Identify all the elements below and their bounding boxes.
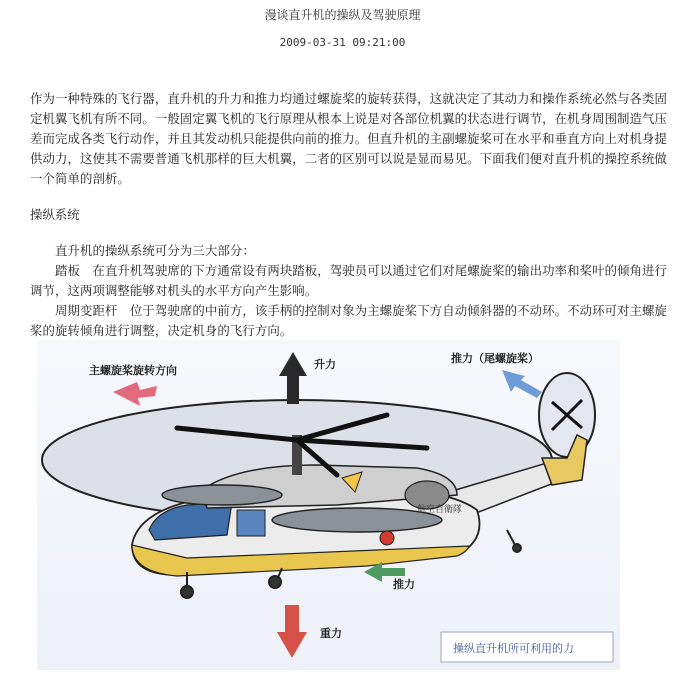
- helicopter-diagram: [37, 340, 620, 670]
- paragraph-3: 周期变距杆 位于驾驶席的中前方，该手柄的控制对象为主螺旋桨下方自动倾斜器的不动环。不动环可对主螺旋桨的旋转倾角进行调整，决定机身的飞行方向。: [30, 303, 668, 338]
- lift-label: 升力: [314, 358, 336, 371]
- section-title: 操纵系统: [30, 207, 80, 222]
- fuselage-text: 航空自衛隊: [417, 505, 463, 515]
- post-date: 2009-03-31 09:21:00: [279, 36, 406, 49]
- gravity-label: 重力: [320, 627, 342, 640]
- figure-caption: 操纵直升机所可利用的力: [453, 642, 574, 655]
- rotor-direction-label: 主螺旋桨旋转方向: [89, 364, 177, 377]
- page-title: 漫谈直升机的操纵及驾驶原理: [264, 8, 421, 22]
- external-tank-left: [162, 485, 282, 505]
- roundel: [380, 531, 394, 545]
- paragraph-2: 踏板 在直升机驾驶席的下方通常设有两块踏板，驾驶员可以通过它们对尾螺旋桨的输出功率和桨叶的倾角进行调节，这两项调整能够对机头的水平方向产生影响。: [30, 263, 668, 298]
- intro-paragraph: 作为一种特殊的飞行器，直升机的升力和推力均通过螺旋桨的旋转获得，这就决定了其动力和操作系统必然与各类固定机翼飞机有所不同。一般固定翼飞机的飞行原理从根本上说是对各部位机翼的状态进行调节，在机身周围制造气压差而完成各类飞行动作，并且其发动机只能提供向前的推力。但直升机的主副螺旋桨可在水平和垂直方向上对机身提供动力，这使其不需要普通飞机那样的巨大机翼，二者的区别可以说是显而易见。下面我们便对直升机的操控系统做一个简单的剖析。: [30, 91, 668, 186]
- cabin-window: [237, 510, 265, 536]
- tail-thrust-label: 推力（尾螺旋桨）: [451, 352, 539, 365]
- thrust-label: 推力: [393, 578, 415, 591]
- paragraph-1: 直升机的操纵系统可分为三大部分：: [55, 243, 255, 258]
- helicopter-figure: [37, 340, 620, 670]
